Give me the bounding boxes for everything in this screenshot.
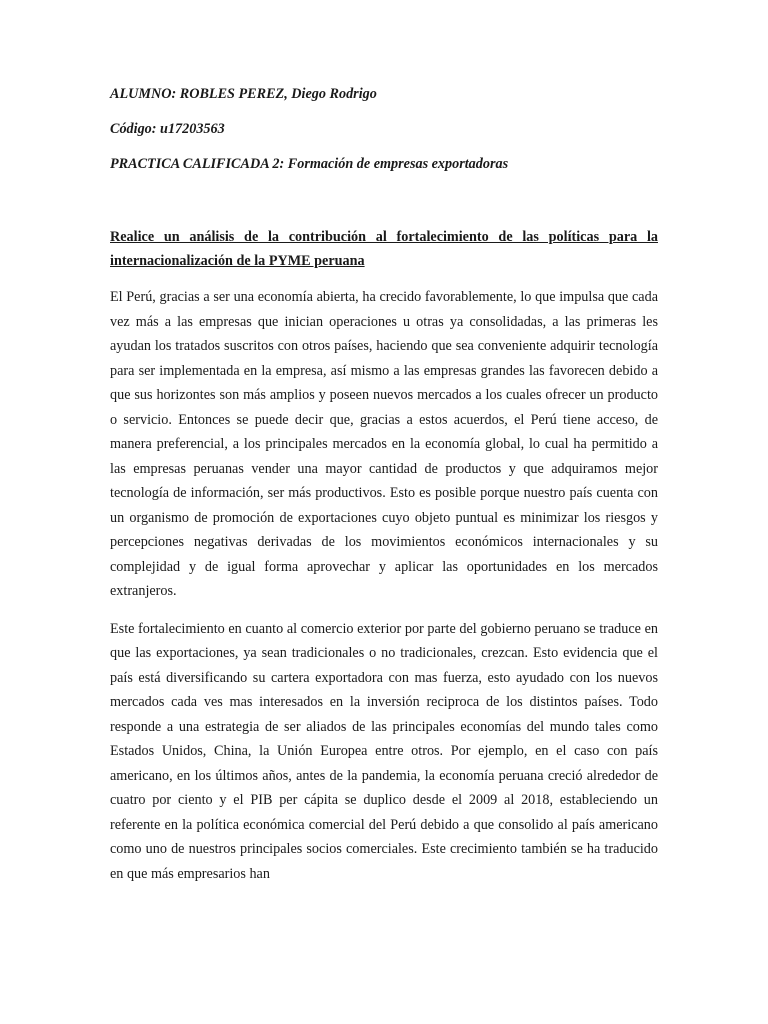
student-code: Código: u17203563: [110, 121, 225, 137]
body-paragraph-1: El Perú, gracias a ser una economía abierta, ha crecido favorablemente, lo que impulsa que cada vez más a las empresas que inician operaciones u otras ya consolidadas, a las primeras les ayudan los tratados suscritos con otros países, haciendo que sea conveniente adquirir tecnología para ser implementada en la empresa, así mismo a las empresas grandes las favorecen debido a que sus horizontes son más amplios y poseen nuevos mercados a los cuales ofrecer un producto o servicio. Entonces se puede decir que, gracias a estos acuerdos, el Perú tiene acceso, de manera preferencial, a los principales mercados en la economía global, lo cual ha permitido a las empresas peruanas vender una mayor cantidad de productos y que adquiramos mejor tecnología de información, ser más productivos. Esto es posible porque nuestro país cuenta con un organismo de promoción de exportaciones cuyo objeto puntual es minimizar los riesgos y percepciones negativas derivadas de los movimientos económicos internacionales y su complejidad y de igual forma aprovechar y aplicar las oportunidades en los mercados extranjeros.: [110, 289, 658, 599]
body-paragraph-2: Este fortalecimiento en cuanto al comercio exterior por parte del gobierno peruano se traduce en que las exportaciones, ya sean tradicionales o no tradicionales, crezcan. Esto evidencia que el país está diversificando su cartera exportadora con mas fuerza, esto ayudado con los nuevos mercados cada ves mas interesados en la inversión reciproca de los distintos países. Todo responde a una estrategia de ser aliados de las principales economías del mundo tales como Estados Unidos, China, la Unión Europea entre otros. Por ejemplo, en el caso con país americano, en los últimos años, antes de la pandemia, la economía peruana creció alrededor de cuatro por ciento y el PIB per cápita se duplico desde el 2009 al 2018, estableciendo un referente en la política económica comercial del Perú debido a que consolido al país americano como uno de nuestros principales socios comerciales. Este crecimiento también se ha traducido en que más empresarios han: [110, 620, 658, 882]
question-heading: Realice un análisis de la contribución al fortalecimiento de las políticas para la internacionalización de la PYME peruana: [110, 229, 658, 269]
practice-title: PRACTICA CALIFICADA 2: Formación de empresas exportadoras: [110, 156, 509, 172]
student-name: ALUMNO: ROBLES PEREZ, Diego Rodrigo: [110, 86, 377, 102]
document-page: [110, 84, 658, 886]
